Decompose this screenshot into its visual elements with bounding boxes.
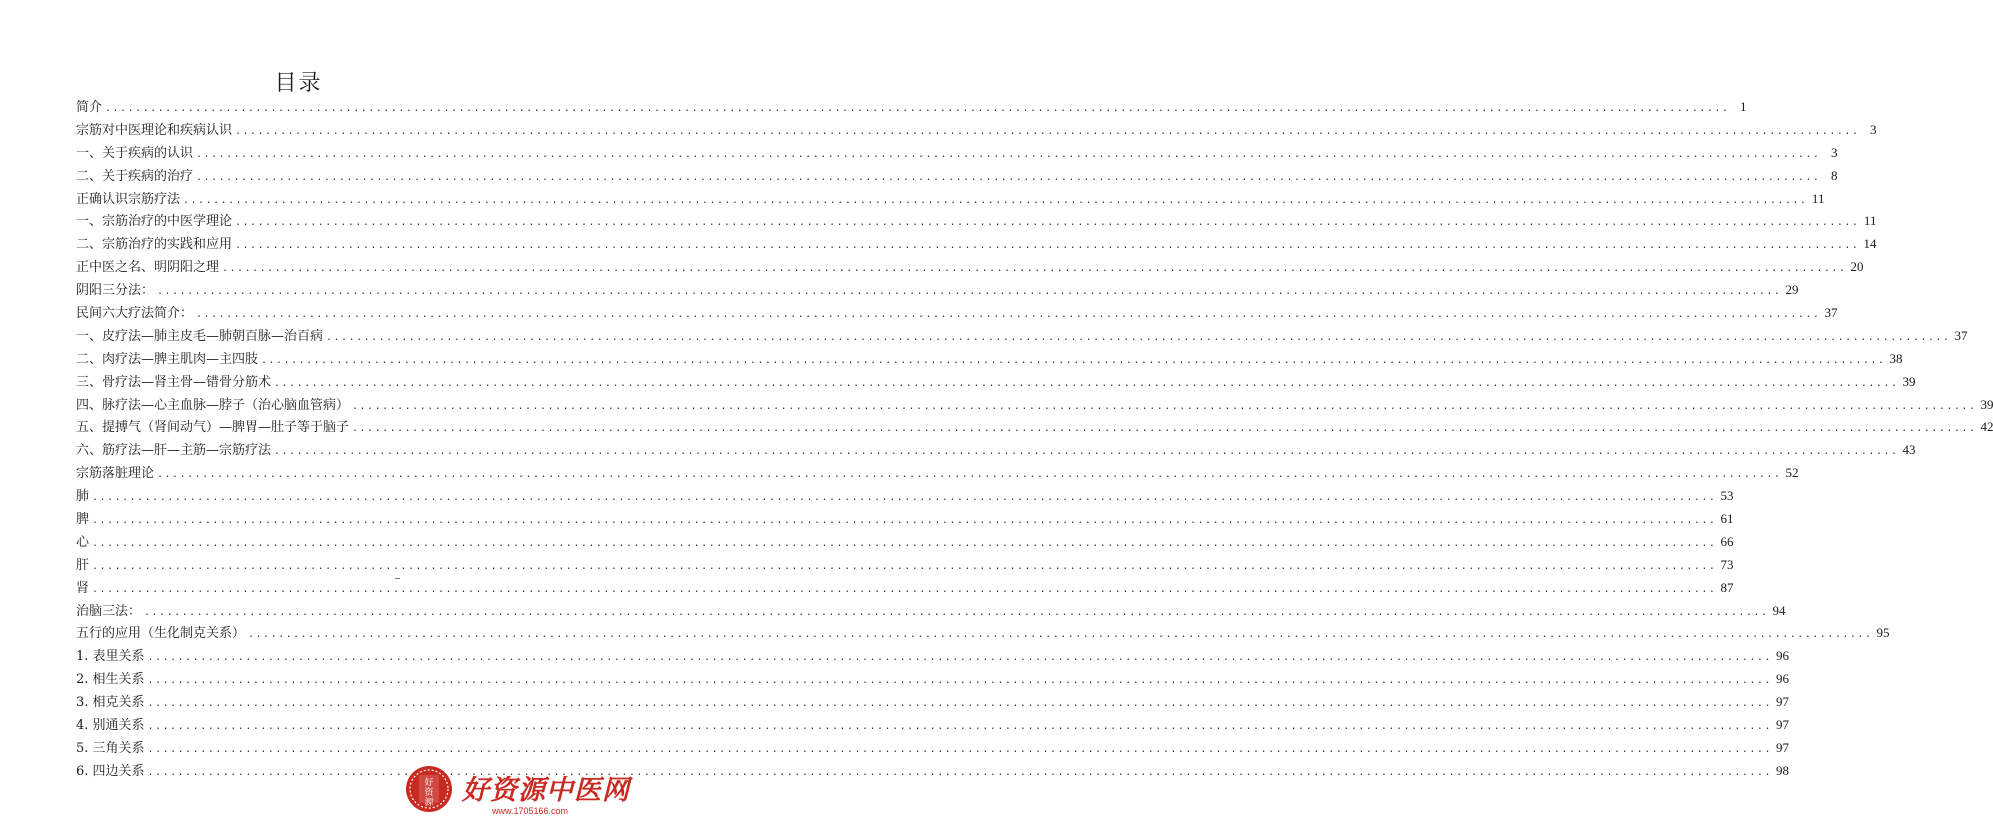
toc-entry-page-number: 11: [1811, 190, 1825, 206]
toc-entry-label: 二、宗筋治疗的实践和应用: [76, 237, 233, 253]
toc-entry-label: 阴阳三分法：: [76, 283, 155, 299]
toc-entry-label: 二、肉疗法—脾主肌肉—主四肢: [76, 351, 259, 367]
toc-entry-page-number: 98: [1775, 762, 1789, 778]
toc-entry[interactable]: [76, 714, 1789, 737]
toc-entry-page-number: 73: [1720, 556, 1734, 572]
watermark-url: www.1705166.com: [492, 806, 569, 816]
toc-entry[interactable]: [76, 668, 1789, 691]
dot-leader: [235, 235, 1859, 258]
toc-entry-page-number: 97: [1775, 739, 1789, 755]
toc-entry-page-number: 11: [1863, 213, 1877, 229]
dot-leader: [235, 121, 1859, 144]
toc-entry-label: 正确认识宗筋疗法: [76, 191, 181, 207]
dot-leader: [274, 373, 1898, 396]
dot-leader: [274, 441, 1898, 464]
toc-entry[interactable]: [76, 622, 1890, 645]
toc-entry-page-number: 66: [1720, 533, 1734, 549]
dot-leader: [196, 304, 1820, 327]
toc-entry[interactable]: [76, 531, 1734, 554]
toc-entry-label: 6. 四边关系: [76, 763, 145, 779]
toc-entry-page-number: 97: [1775, 717, 1789, 733]
dot-leader: [148, 647, 1772, 670]
toc-entry[interactable]: [76, 577, 1734, 600]
toc-entry-label: 六、筋疗法—肝—主筋—宗筋疗法: [76, 443, 272, 459]
toc-entry[interactable]: [76, 256, 1864, 279]
toc-entry[interactable]: [76, 302, 1838, 325]
dot-leader: [92, 510, 1716, 533]
dot-leader: [148, 670, 1772, 693]
watermark: [398, 764, 630, 823]
toc-entry-label: 心: [76, 534, 90, 550]
toc-entry-page-number: 94: [1772, 602, 1786, 618]
toc-entry-label: 一、关于疾病的认识: [76, 145, 194, 161]
dot-leader: [144, 602, 1768, 625]
toc-entry-page-number: 20: [1850, 259, 1864, 275]
toc-entry-page-number: 3: [1830, 144, 1838, 160]
toc-entry-page-number: 29: [1785, 282, 1799, 298]
dot-leader: [148, 693, 1772, 716]
toc-entry-label: 正中医之名、明阴阳之理: [76, 260, 220, 276]
toc-entry-label: 二、关于疾病的治疗: [76, 168, 194, 184]
toc-entry-label: 宗筋落脏理论: [76, 466, 155, 482]
dot-leader: [326, 327, 1950, 350]
toc-entry-page-number: 38: [1889, 350, 1903, 366]
toc-entry-label: 肝: [76, 557, 90, 573]
toc-entry-page-number: 97: [1775, 694, 1789, 710]
dot-leader: [222, 258, 1846, 281]
dot-leader: [157, 281, 1781, 304]
toc-entry[interactable]: [76, 737, 1789, 760]
toc-entry[interactable]: [76, 233, 1877, 256]
dot-leader: [148, 739, 1772, 762]
toc-entry[interactable]: [76, 371, 1916, 394]
table-of-contents: [76, 96, 1993, 783]
toc-entry-label: 2. 相生关系: [76, 672, 145, 688]
toc-entry-label: 肾: [76, 580, 90, 596]
toc-entry[interactable]: [76, 439, 1916, 462]
toc-entry[interactable]: [76, 645, 1789, 668]
toc-entry[interactable]: [76, 165, 1838, 188]
dot-leader: [196, 144, 1820, 167]
toc-entry-page-number: 43: [1902, 442, 1916, 458]
dot-leader: [235, 212, 1859, 235]
toc-entry-label: 三、骨疗法—肾主骨—错骨分筋术: [76, 374, 272, 390]
dot-leader: [183, 190, 1807, 213]
toc-entry-label: 一、皮疗法—肺主皮毛—肺朝百脉—治百病: [76, 328, 324, 344]
svg-text:资: 资: [424, 788, 434, 798]
dot-leader: [92, 487, 1716, 510]
toc-entry[interactable]: [76, 508, 1734, 531]
toc-entry-label: 3. 相克关系: [76, 695, 145, 711]
toc-entry-page-number: 52: [1785, 465, 1799, 481]
scan-speck: [395, 578, 400, 579]
toc-entry-page-number: 3: [1869, 121, 1877, 137]
dot-leader: [248, 624, 1872, 647]
toc-entry[interactable]: [76, 325, 1968, 348]
toc-entry-page-number: 42: [1980, 419, 1993, 435]
toc-entry-label: 宗筋对中医理论和疾病认识: [76, 122, 233, 138]
toc-entry-label: 4. 别通关系: [76, 718, 145, 734]
toc-entry[interactable]: [76, 416, 1993, 439]
dot-leader: [261, 350, 1885, 373]
toc-entry-label: 一、宗筋治疗的中医学理论: [76, 214, 233, 230]
toc-entry[interactable]: [76, 394, 1993, 417]
toc-entry-label: 简介: [76, 100, 103, 115]
toc-entry[interactable]: [76, 485, 1734, 508]
dot-leader: [352, 418, 1976, 441]
toc-entry[interactable]: [76, 119, 1877, 142]
toc-entry[interactable]: [76, 96, 1747, 119]
seal-logo-icon: [404, 764, 454, 814]
toc-entry-page-number: 14: [1863, 236, 1877, 252]
toc-entry-page-number: 96: [1775, 648, 1789, 664]
toc-entry-page-number: 39: [1902, 373, 1916, 389]
toc-entry-label: 1. 表里关系: [76, 649, 145, 665]
svg-text:好: 好: [424, 778, 434, 788]
toc-entry-label: 五行的应用（生化制克关系）: [76, 626, 246, 642]
toc-entry[interactable]: [76, 188, 1825, 211]
toc-entry-page-number: 61: [1720, 511, 1734, 527]
toc-entry-page-number: 8: [1830, 167, 1838, 183]
toc-entry[interactable]: [76, 554, 1734, 577]
toc-entry[interactable]: [76, 462, 1799, 485]
watermark-site-name: 好资源中医网: [462, 775, 630, 806]
toc-entry-page-number: 37: [1954, 327, 1968, 343]
toc-entry-page-number: 96: [1775, 671, 1789, 687]
toc-entry[interactable]: [76, 348, 1903, 371]
toc-entry-page-number: 95: [1876, 625, 1890, 641]
toc-entry-page-number: 1: [1739, 99, 1747, 114]
toc-entry-label: 肺: [76, 489, 90, 505]
toc-entry[interactable]: [76, 691, 1789, 714]
dot-leader: [92, 579, 1716, 602]
toc-entry-label: 五、提搏气（肾间动气）—脾胃—肚子等于脑子: [76, 420, 350, 436]
dot-leader: [92, 533, 1716, 556]
dot-leader: [352, 396, 1976, 419]
toc-entry[interactable]: [76, 142, 1838, 165]
toc-entry-label: 治脑三法：: [76, 603, 142, 619]
svg-text:源: 源: [424, 798, 434, 808]
toc-entry-page-number: 37: [1824, 305, 1838, 321]
dot-leader: [148, 762, 1772, 785]
toc-entry-page-number: 39: [1980, 396, 1993, 412]
dot-leader: [196, 167, 1820, 190]
toc-entry-label: 民间六大疗法简介：: [76, 306, 194, 322]
dot-leader: [157, 464, 1781, 487]
toc-entry-label: 5. 三角关系: [76, 740, 145, 756]
toc-entry-label: 脾: [76, 512, 90, 528]
toc-entry-page-number: 53: [1720, 488, 1734, 504]
toc-entry[interactable]: [76, 210, 1877, 233]
toc-title: 目录: [274, 71, 323, 96]
toc-entry[interactable]: [76, 279, 1799, 302]
dot-leader: [105, 98, 1729, 121]
toc-entry-page-number: 87: [1720, 579, 1734, 595]
toc-entry-label: 四、脉疗法—心主血脉—脖子（治心脑血管病）: [76, 397, 350, 413]
dot-leader: [92, 556, 1716, 579]
toc-entry[interactable]: [76, 600, 1786, 623]
dot-leader: [148, 716, 1772, 739]
